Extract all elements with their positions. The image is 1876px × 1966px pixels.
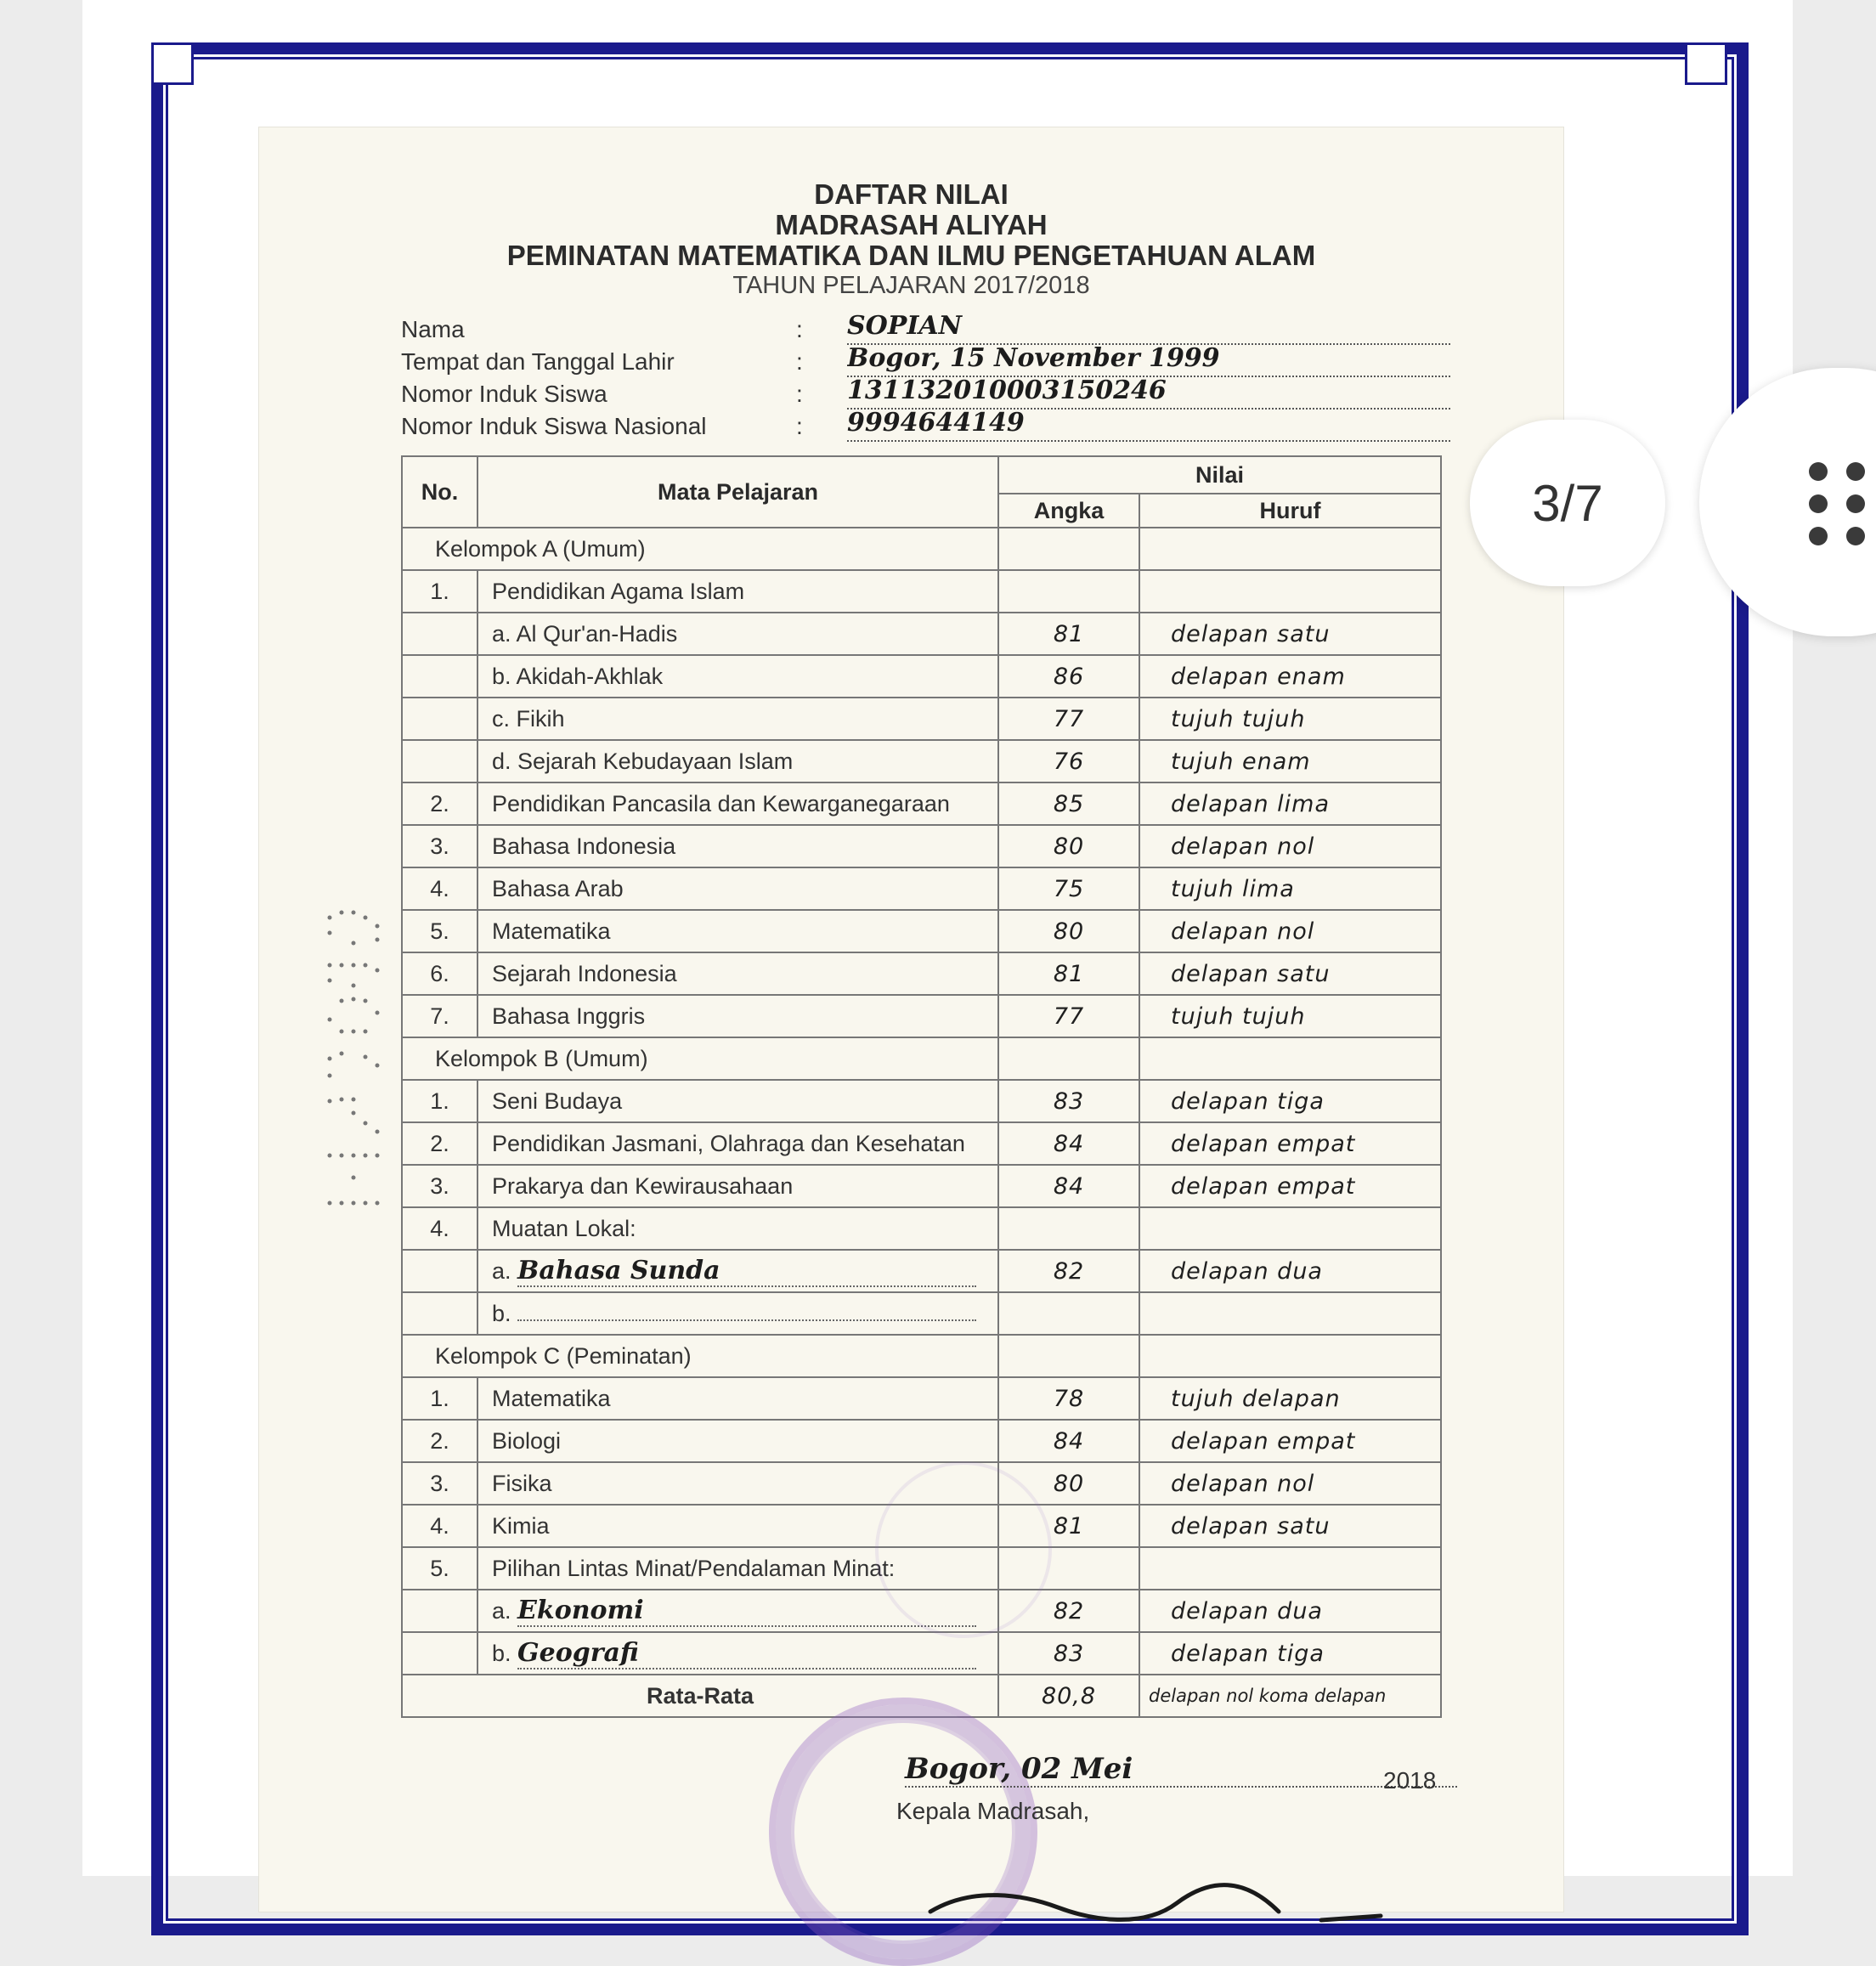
row-number: 3.: [402, 1462, 477, 1505]
subject-letter: b.: [492, 1640, 511, 1666]
grade-words: delapan tiga: [1139, 1632, 1441, 1675]
subject-name: Muatan Lokal:: [477, 1207, 998, 1250]
table-row: [402, 1122, 1441, 1165]
info-row-nisn: [401, 408, 1421, 445]
doc-subtitle-program: PEMINATAN MATEMATIKA DAN ILMU PENGETAHUAN ALAM: [506, 240, 1316, 271]
table-row: [402, 655, 1441, 698]
row-number: 4.: [402, 867, 477, 910]
grade-words: delapan nol: [1139, 910, 1441, 952]
local-subject-name: [517, 1319, 976, 1321]
grade-words: delapan enam: [1139, 655, 1441, 698]
info-value: Bogor, 15 November 1999: [847, 343, 1450, 377]
subject-letter: a.: [492, 1257, 511, 1284]
subject-name: Seni Budaya: [477, 1080, 998, 1122]
row-number: [402, 613, 477, 655]
frame-corner-top-left: [151, 42, 194, 85]
table-row: [402, 698, 1441, 740]
grade-words: delapan nol: [1139, 825, 1441, 867]
doc-academic-year: TAHUN PELAJARAN 2017/2018: [732, 272, 1090, 299]
info-colon: :: [796, 381, 803, 407]
row-number: 3.: [402, 1165, 477, 1207]
info-value: 9994644149: [847, 408, 1450, 442]
table-row: [402, 1292, 1441, 1335]
subject-name: b. Akidah-Akhlak: [477, 655, 998, 698]
info-colon: :: [796, 316, 803, 342]
table-row: [402, 825, 1441, 867]
grid-dots-icon: [1808, 461, 1868, 546]
group-title: Kelompok C (Peminatan): [402, 1335, 998, 1377]
subject-name: Bahasa Arab: [477, 867, 998, 910]
row-number: 6.: [402, 952, 477, 995]
group-row: [402, 528, 1441, 570]
grade-words: tujuh enam: [1139, 740, 1441, 782]
row-number: [402, 740, 477, 782]
average-words: delapan nol koma delapan: [1139, 1675, 1441, 1717]
grade-words: delapan dua: [1139, 1250, 1441, 1292]
subject-name: Prakarya dan Kewirausahaan: [477, 1165, 998, 1207]
subject-name: Bahasa Inggris: [477, 995, 998, 1037]
header-no: No.: [402, 456, 477, 528]
grade-number: [998, 570, 1139, 613]
grade-number: 81: [998, 1505, 1139, 1547]
table-row: [402, 1207, 1441, 1250]
grade-number: 82: [998, 1590, 1139, 1632]
grade-words: tujuh tujuh: [1139, 698, 1441, 740]
grade-number: 82: [998, 1250, 1139, 1292]
doc-subtitle-school: MADRASAH ALIYAH: [775, 209, 1048, 240]
signer-title: Kepala Madrasah,: [896, 1798, 1090, 1824]
info-label: Tempat dan Tanggal Lahir: [401, 348, 675, 375]
subject-name: Kimia: [477, 1505, 998, 1547]
grade-words: [1139, 1207, 1441, 1250]
row-number: 5.: [402, 1547, 477, 1590]
grade-words: delapan dua: [1139, 1590, 1441, 1632]
local-subject-b: [477, 1292, 998, 1335]
subject-name: Matematika: [477, 1377, 998, 1420]
row-number: 2.: [402, 782, 477, 825]
subject-name: Pendidikan Pancasila dan Kewarganegaraan: [477, 782, 998, 825]
grade-words: delapan tiga: [1139, 1080, 1441, 1122]
subject-letter: a.: [492, 1597, 511, 1624]
grade-number: 83: [998, 1080, 1139, 1122]
grade-words: tujuh tujuh: [1139, 995, 1441, 1037]
grade-words: tujuh delapan: [1139, 1377, 1441, 1420]
subject-name: Bahasa Indonesia: [477, 825, 998, 867]
subject-name: Pendidikan Jasmani, Olahraga dan Kesehatan: [477, 1122, 998, 1165]
average-number: 80,8: [998, 1675, 1139, 1717]
grade-number: 81: [998, 613, 1139, 655]
signature: [922, 1861, 1432, 1946]
subject-name: a. Al Qur'an-Hadis: [477, 613, 998, 655]
grade-words: delapan satu: [1139, 613, 1441, 655]
table-row: [402, 1165, 1441, 1207]
table-row: [402, 1420, 1441, 1462]
group-row: [402, 1335, 1441, 1377]
table-row: [402, 1080, 1441, 1122]
subject-name: Matematika: [477, 910, 998, 952]
header-subject: Mata Pelajaran: [477, 456, 998, 528]
subject-name: Pendidikan Agama Islam: [477, 570, 998, 613]
grade-number: 83: [998, 1632, 1139, 1675]
row-number: 2.: [402, 1420, 477, 1462]
row-number: 4.: [402, 1207, 477, 1250]
header-nilai: Nilai: [998, 456, 1441, 494]
header-huruf: Huruf: [1139, 494, 1441, 528]
info-label: Nomor Induk Siswa: [401, 381, 607, 407]
table-row: [402, 867, 1441, 910]
info-value: 131132010003150246: [847, 376, 1450, 410]
grade-number: 81: [998, 952, 1139, 995]
grade-words: delapan nol: [1139, 1462, 1441, 1505]
table-row: [402, 613, 1441, 655]
row-number: 4.: [402, 1505, 477, 1547]
grade-number: 86: [998, 655, 1139, 698]
place-date: Bogor, 02 Mei: [905, 1752, 1457, 1788]
subject-name: c. Fikih: [477, 698, 998, 740]
minat-subject-name: Ekonomi: [517, 1596, 976, 1627]
dot-watermark: [323, 909, 384, 1215]
row-number: 7.: [402, 995, 477, 1037]
local-subject-name: Bahasa Sunda: [517, 1256, 976, 1287]
grade-number: 85: [998, 782, 1139, 825]
grade-number: 75: [998, 867, 1139, 910]
info-colon: :: [796, 348, 803, 375]
row-number: 2.: [402, 1122, 477, 1165]
grade-words: [1139, 570, 1441, 613]
subject-letter: b.: [492, 1300, 511, 1326]
grade-number: 77: [998, 995, 1139, 1037]
grade-words: delapan empat: [1139, 1420, 1441, 1462]
row-number: 1.: [402, 1080, 477, 1122]
table-row: [402, 1632, 1441, 1675]
signature-year: 2018: [1383, 1767, 1437, 1794]
local-subject-a: [477, 1250, 998, 1292]
header-angka: Angka: [998, 494, 1139, 528]
grade-words: delapan lima: [1139, 782, 1441, 825]
grade-number: 80: [998, 910, 1139, 952]
info-colon: :: [796, 413, 803, 439]
grade-words: delapan satu: [1139, 952, 1441, 995]
table-row: [402, 952, 1441, 995]
table-row: [402, 782, 1441, 825]
info-value: SOPIAN: [847, 311, 1450, 345]
table-row: [402, 995, 1441, 1037]
grade-words: delapan satu: [1139, 1505, 1441, 1547]
info-label: Nama: [401, 316, 465, 342]
row-number: 1.: [402, 1377, 477, 1420]
row-number: [402, 698, 477, 740]
info-label: Nomor Induk Siswa Nasional: [401, 413, 707, 439]
group-row: [402, 1037, 1441, 1080]
grade-number: 84: [998, 1420, 1139, 1462]
table-row: [402, 570, 1441, 613]
group-title: Kelompok B (Umum): [402, 1037, 998, 1080]
grade-number: 80: [998, 825, 1139, 867]
grade-number: 84: [998, 1165, 1139, 1207]
grade-words: tujuh lima: [1139, 867, 1441, 910]
grade-words: [1139, 1547, 1441, 1590]
grade-number: [998, 1207, 1139, 1250]
subject-name: Biologi: [477, 1420, 998, 1462]
doc-title: DAFTAR NILAI: [814, 178, 1009, 210]
subject-name: Fisika: [477, 1462, 998, 1505]
table-row: [402, 910, 1441, 952]
subject-name: Pilihan Lintas Minat/Pendalaman Minat:: [477, 1547, 998, 1590]
row-number: 3.: [402, 825, 477, 867]
document-page: [259, 127, 1563, 1912]
page-counter[interactable]: 3/7: [1470, 420, 1665, 586]
frame-corner-top-right: [1685, 42, 1727, 85]
grade-number: 80: [998, 1462, 1139, 1505]
stamp-bleed: [875, 1461, 1052, 1638]
table-row: [402, 740, 1441, 782]
subject-name: d. Sejarah Kebudayaan Islam: [477, 740, 998, 782]
row-number: 5.: [402, 910, 477, 952]
minat-subject-b: [477, 1632, 998, 1675]
subject-name: Sejarah Indonesia: [477, 952, 998, 995]
row-number: [402, 655, 477, 698]
grade-number: 78: [998, 1377, 1139, 1420]
grade-words: delapan empat: [1139, 1122, 1441, 1165]
group-title: Kelompok A (Umum): [402, 528, 998, 570]
table-row: [402, 1377, 1441, 1420]
minat-subject-name: Geografi: [517, 1638, 976, 1669]
grade-number: 77: [998, 698, 1139, 740]
table-row: [402, 1250, 1441, 1292]
average-label: Rata-Rata: [402, 1675, 998, 1717]
row-number: 1.: [402, 570, 477, 613]
grade-number: 84: [998, 1122, 1139, 1165]
grade-number: 76: [998, 740, 1139, 782]
grade-words: delapan empat: [1139, 1165, 1441, 1207]
